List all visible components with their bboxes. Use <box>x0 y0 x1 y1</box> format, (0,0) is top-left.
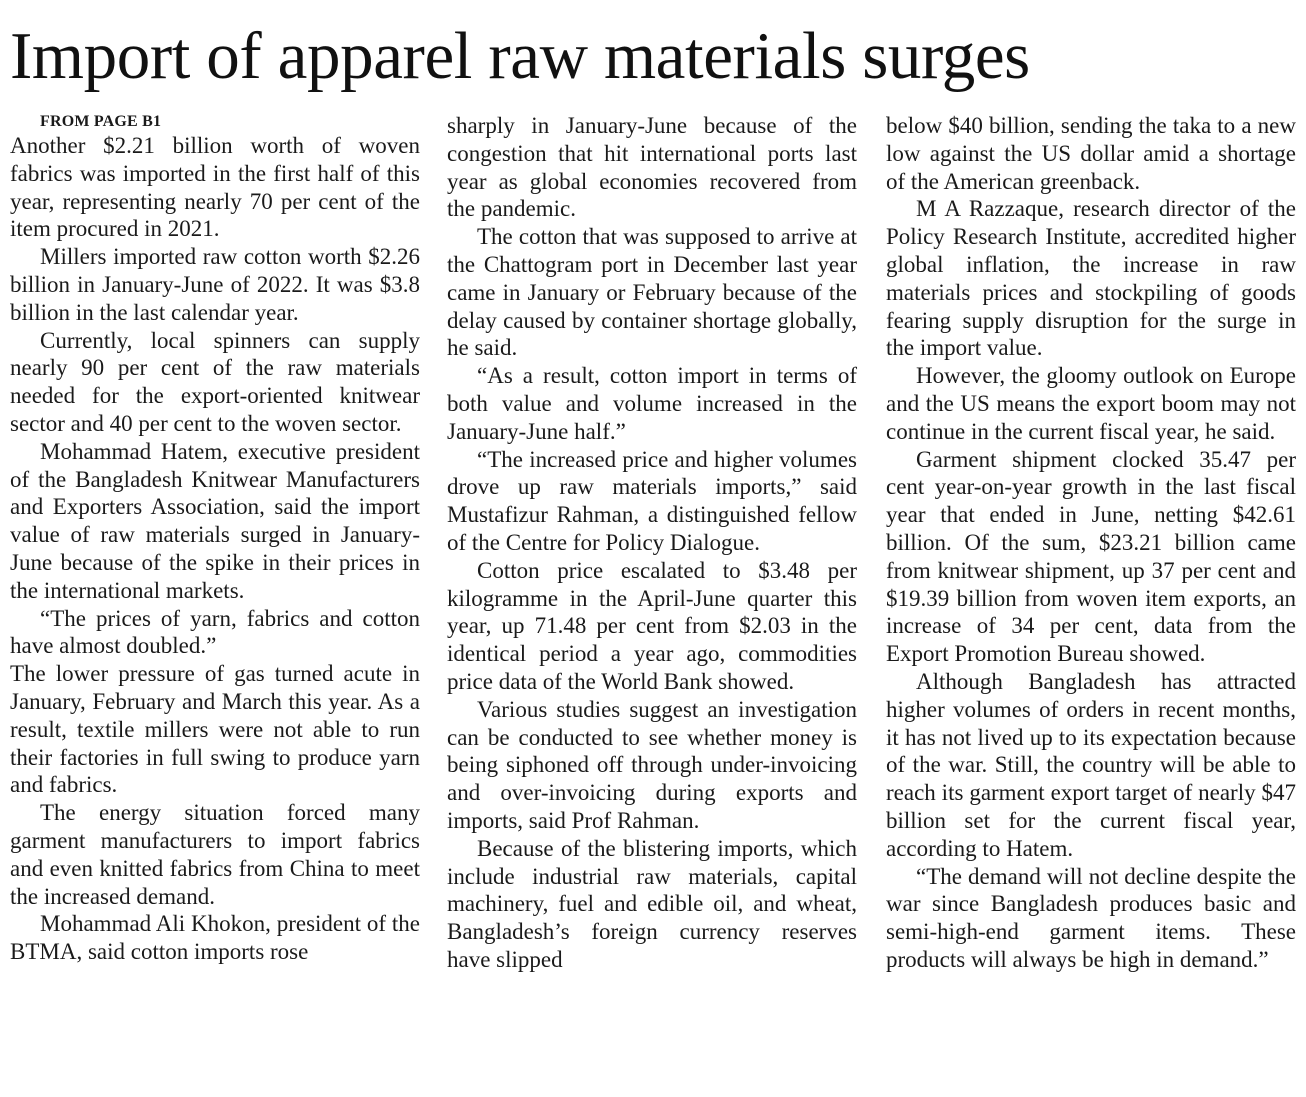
paragraph: Garment shipment clocked 35.47 per cent year-on-year growth in the last fiscal year that ended in June, netting $42.61 billion. Of the sum, $23.21 billion came from knitwear shipment, up 37 per cent and $19.39 billion from woven item exports, an increase of 34 per cent, data from the Export Promotion Bureau showed. <box>886 446 1296 667</box>
quote-paragraph: “As a result, cotton import in terms of both value and volume increased in the January-June half.” <box>447 363 857 444</box>
paragraph: The energy situation forced many garment manufacturers to import fabrics and even knitted fabrics from China to meet the increased demand. <box>10 800 420 909</box>
paragraph: Currently, local spinners can supply nearly 90 per cent of the raw materials needed for the export-oriented knitwear sector and 40 per cent to the woven sector. <box>10 327 420 436</box>
article-column-1 <box>10 112 420 966</box>
kicker: FROM PAGE B1 <box>40 113 162 130</box>
paragraph: Mohammad Hatem, executive president of the Bangladesh Knitwear Manufacturers and Exporters Association, said the import value of raw materials surged in January-June because of the spike in their prices in the international markets. <box>10 438 420 603</box>
paragraph: M A Razzaque, research director of the Policy Research Institute, accredited higher global inflation, the increase in raw materials prices and stockpiling of goods fearing supply disruption for the surge in the import value. <box>886 196 1296 361</box>
quote-paragraph: “The prices of yarn, fabrics and cotton have almost doubled.” <box>10 605 420 659</box>
paragraph: Mohammad Ali Khokon, president of the BTMA, said cotton imports rose <box>10 911 420 965</box>
article-column-2 <box>447 112 857 974</box>
headline: Import of apparel raw materials surges <box>10 19 1030 93</box>
quote-paragraph: “The demand will not decline despite the war since Bangladesh produces basic and semi-high-end garment items. These products will always be high in demand.” <box>886 863 1296 972</box>
paragraph: Various studies suggest an investigation can be conducted to see whether money is being siphoned off through under-invoicing and over-invoicing during exports and imports, said Prof Rahman. <box>447 696 857 833</box>
paragraph: Cotton price escalated to $3.48 per kilogramme in the April-June quarter this year, up 71.48 per cent from $2.03 in the identical period a year ago, commodities price data of the World Bank showed. <box>447 557 857 694</box>
paragraph: sharply in January-June because of the congestion that hit international ports last year as global economies recovered from the pandemic. <box>447 113 857 222</box>
quote-paragraph: “The increased price and higher volumes drove up raw materials imports,” said Mustafizur Rahman, a distinguished fellow of the Centre for Policy Dialogue. <box>447 446 857 555</box>
paragraph: below $40 billion, sending the taka to a new low against the US dollar amid a shortage of the American greenback. <box>886 113 1296 194</box>
article-column-3 <box>886 112 1296 974</box>
paragraph: The cotton that was supposed to arrive at the Chattogram port in December last year came in January or February because of the delay caused by container shortage globally, he said. <box>447 224 857 361</box>
paragraph: Millers imported raw cotton worth $2.26 billion in January-June of 2022. It was $3.8 billion in the last calendar year. <box>10 244 420 325</box>
paragraph: Another $2.21 billion worth of woven fabrics was imported in the first half of this year, representing nearly 70 per cent of the item procured in 2021. <box>10 133 420 242</box>
paragraph: The lower pressure of gas turned acute in January, February and March this year. As a result, textile millers were not able to run their factories in full swing to produce yarn and fabrics. <box>10 661 420 798</box>
paragraph: However, the gloomy outlook on Europe and the US means the export boom may not continue in the current fiscal year, he said. <box>886 363 1296 444</box>
paragraph: Although Bangladesh has attracted higher volumes of orders in recent months, it has not lived up to its expectation because of the war. Still, the country will be able to reach its garment export target of nearly $47 billion set for the current fiscal year, according to Hatem. <box>886 668 1296 861</box>
paragraph: Because of the blistering imports, which include industrial raw materials, capital machinery, fuel and edible oil, and wheat, Bangladesh’s foreign currency reserves have slipped <box>447 835 857 972</box>
